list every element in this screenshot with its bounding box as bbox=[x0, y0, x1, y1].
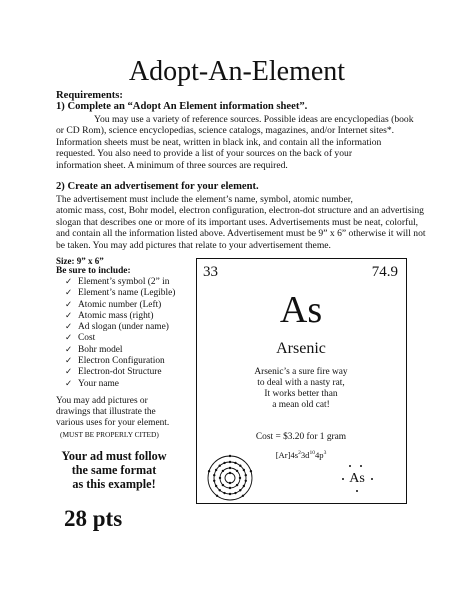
section1-line: Information sheets must be neat, written in black ink, and contain all the information bbox=[56, 136, 382, 148]
bohr-electron bbox=[222, 484, 224, 486]
bohr-electron bbox=[239, 477, 241, 479]
bohr-electron bbox=[219, 477, 221, 479]
checklist-item: ✓ Your name bbox=[65, 378, 119, 389]
check-icon: ✓ bbox=[65, 277, 73, 287]
bohr-electron bbox=[236, 470, 238, 472]
bohr-electron bbox=[243, 469, 245, 471]
bohr-electron bbox=[250, 470, 252, 472]
ad-slogan: Arsenic’s a sure fire way to deal with a nasty rat, It works better than a mean old cat! bbox=[254, 367, 348, 410]
electron-dot bbox=[360, 465, 362, 467]
bohr-electron bbox=[213, 474, 215, 476]
example-ad-card bbox=[196, 258, 407, 504]
checklist-item: ✓ Element’s name (Legible) bbox=[65, 288, 176, 299]
bohr-electron bbox=[239, 489, 241, 491]
checklist-item: ✓ Element’s symbol (2” in bbox=[65, 277, 170, 287]
bohr-electron bbox=[242, 495, 244, 497]
section2-line: atomic mass, cost, Bohr model, electron configuration, electron-dot structure and an advertising bbox=[56, 205, 424, 217]
bohr-electron bbox=[229, 472, 231, 474]
bohr-model-diagram bbox=[205, 453, 255, 503]
check-icon: ✓ bbox=[65, 299, 73, 310]
bohr-electron bbox=[236, 484, 238, 486]
element-name: Arsenic bbox=[276, 340, 326, 357]
bohr-electron bbox=[223, 492, 225, 494]
bohr-electron bbox=[229, 455, 231, 457]
page-title: Adopt-An-Element bbox=[128, 56, 346, 87]
points-label: 28 pts bbox=[64, 506, 123, 531]
check-icon: ✓ bbox=[65, 333, 73, 344]
section1-line: You may use a variety of reference sources. Possible ideas are encyclopedias (book bbox=[94, 114, 414, 125]
check-icon: ✓ bbox=[65, 322, 73, 333]
requirements-heading: Requirements: bbox=[56, 90, 123, 101]
bohr-electron bbox=[229, 461, 231, 463]
section2-body bbox=[56, 194, 468, 251]
section1-line: or CD Rom), science encyclopedias, science catalogs, magazines, and/or Internet sites*. bbox=[56, 125, 395, 137]
section1-body bbox=[56, 114, 456, 171]
bohr-electron bbox=[245, 474, 247, 476]
checklist-item: ✓ Ad slogan (under name) bbox=[65, 322, 169, 333]
atomic-mass: 74.9 bbox=[371, 264, 398, 280]
electron-dot-symbol: As bbox=[349, 471, 365, 486]
checklist-item: ✓ Cost bbox=[65, 333, 96, 344]
electron-dot-structure bbox=[339, 465, 375, 493]
electron-configuration: $[Ar]4s^23d^{10}4p^3$ bbox=[275, 449, 327, 460]
element-symbol: As bbox=[279, 289, 323, 331]
bohr-electron bbox=[245, 480, 247, 482]
pictures-note: You may add pictures or drawings that illustrate the various uses for your element. bbox=[56, 396, 170, 429]
bohr-electron bbox=[234, 492, 236, 494]
bohr-electron bbox=[229, 487, 231, 489]
check-icon: ✓ bbox=[65, 344, 73, 355]
section1-line: information sheet. A minimum of three sources are required. bbox=[56, 159, 288, 171]
check-icon: ✓ bbox=[65, 356, 73, 367]
check-icon: ✓ bbox=[65, 310, 73, 321]
section1-line: requested. You also need to provide a list of your sources on the back of your bbox=[56, 148, 353, 160]
check-icon: ✓ bbox=[65, 288, 73, 299]
follow-note: Your ad must follow the same format as this example! bbox=[61, 449, 167, 491]
bohr-electron bbox=[229, 482, 231, 484]
cited-note: (MUST BE PROPERLY CITED) bbox=[60, 430, 159, 439]
bohr-electron bbox=[229, 467, 231, 469]
electron-dot bbox=[356, 490, 358, 492]
bohr-electron bbox=[234, 462, 236, 464]
section2-heading: 2) Create an advertisement for your element. bbox=[56, 181, 259, 192]
bohr-electron bbox=[215, 485, 217, 487]
check-icon: ✓ bbox=[65, 367, 73, 378]
section2-line: The advertisement must include the element’s name, symbol, atomic number, bbox=[56, 194, 353, 205]
section2-line: slogan that describes one or more of its important uses. Advertisements must be neat, colorful, bbox=[56, 216, 419, 228]
checklist-item: ✓ Bohr model bbox=[65, 344, 123, 355]
cost-label: Cost = $3.20 for 1 gram bbox=[255, 432, 347, 442]
bohr-electron bbox=[208, 470, 210, 472]
section1-heading: 1) Complete an “Adopt An Element information sheet”. bbox=[56, 101, 308, 112]
include-checklist bbox=[64, 277, 175, 390]
bohr-electron bbox=[219, 489, 221, 491]
bohr-electron bbox=[243, 485, 245, 487]
bohr-electron bbox=[219, 465, 221, 467]
bohr-electron bbox=[239, 465, 241, 467]
size-label: Size: 9” x 6” bbox=[56, 256, 104, 266]
bohr-electron bbox=[222, 470, 224, 472]
bohr-electron bbox=[215, 469, 217, 471]
checklist-item: ✓ Electron Configuration bbox=[65, 356, 165, 367]
bohr-electron bbox=[216, 495, 218, 497]
bohr-electron bbox=[213, 480, 215, 482]
checklist-item: ✓ Electron-dot Structure bbox=[65, 367, 162, 378]
atomic-number: 33 bbox=[203, 264, 218, 280]
bohr-electron bbox=[223, 462, 225, 464]
checklist-item: ✓ Atomic number (Left) bbox=[65, 299, 162, 310]
check-icon: ✓ bbox=[65, 378, 73, 389]
section2-line: and contain all the information listed above. Advertisement must be 9” x 6” otherwise it will not bbox=[56, 228, 426, 240]
section2-line: be taken. You may add pictures that relate to your advertisement theme. bbox=[56, 239, 331, 251]
checklist-item: ✓ Atomic mass (right) bbox=[65, 310, 154, 321]
electron-dot bbox=[349, 465, 351, 467]
include-label: Be sure to include: bbox=[56, 266, 131, 276]
bohr-electron bbox=[229, 493, 231, 495]
